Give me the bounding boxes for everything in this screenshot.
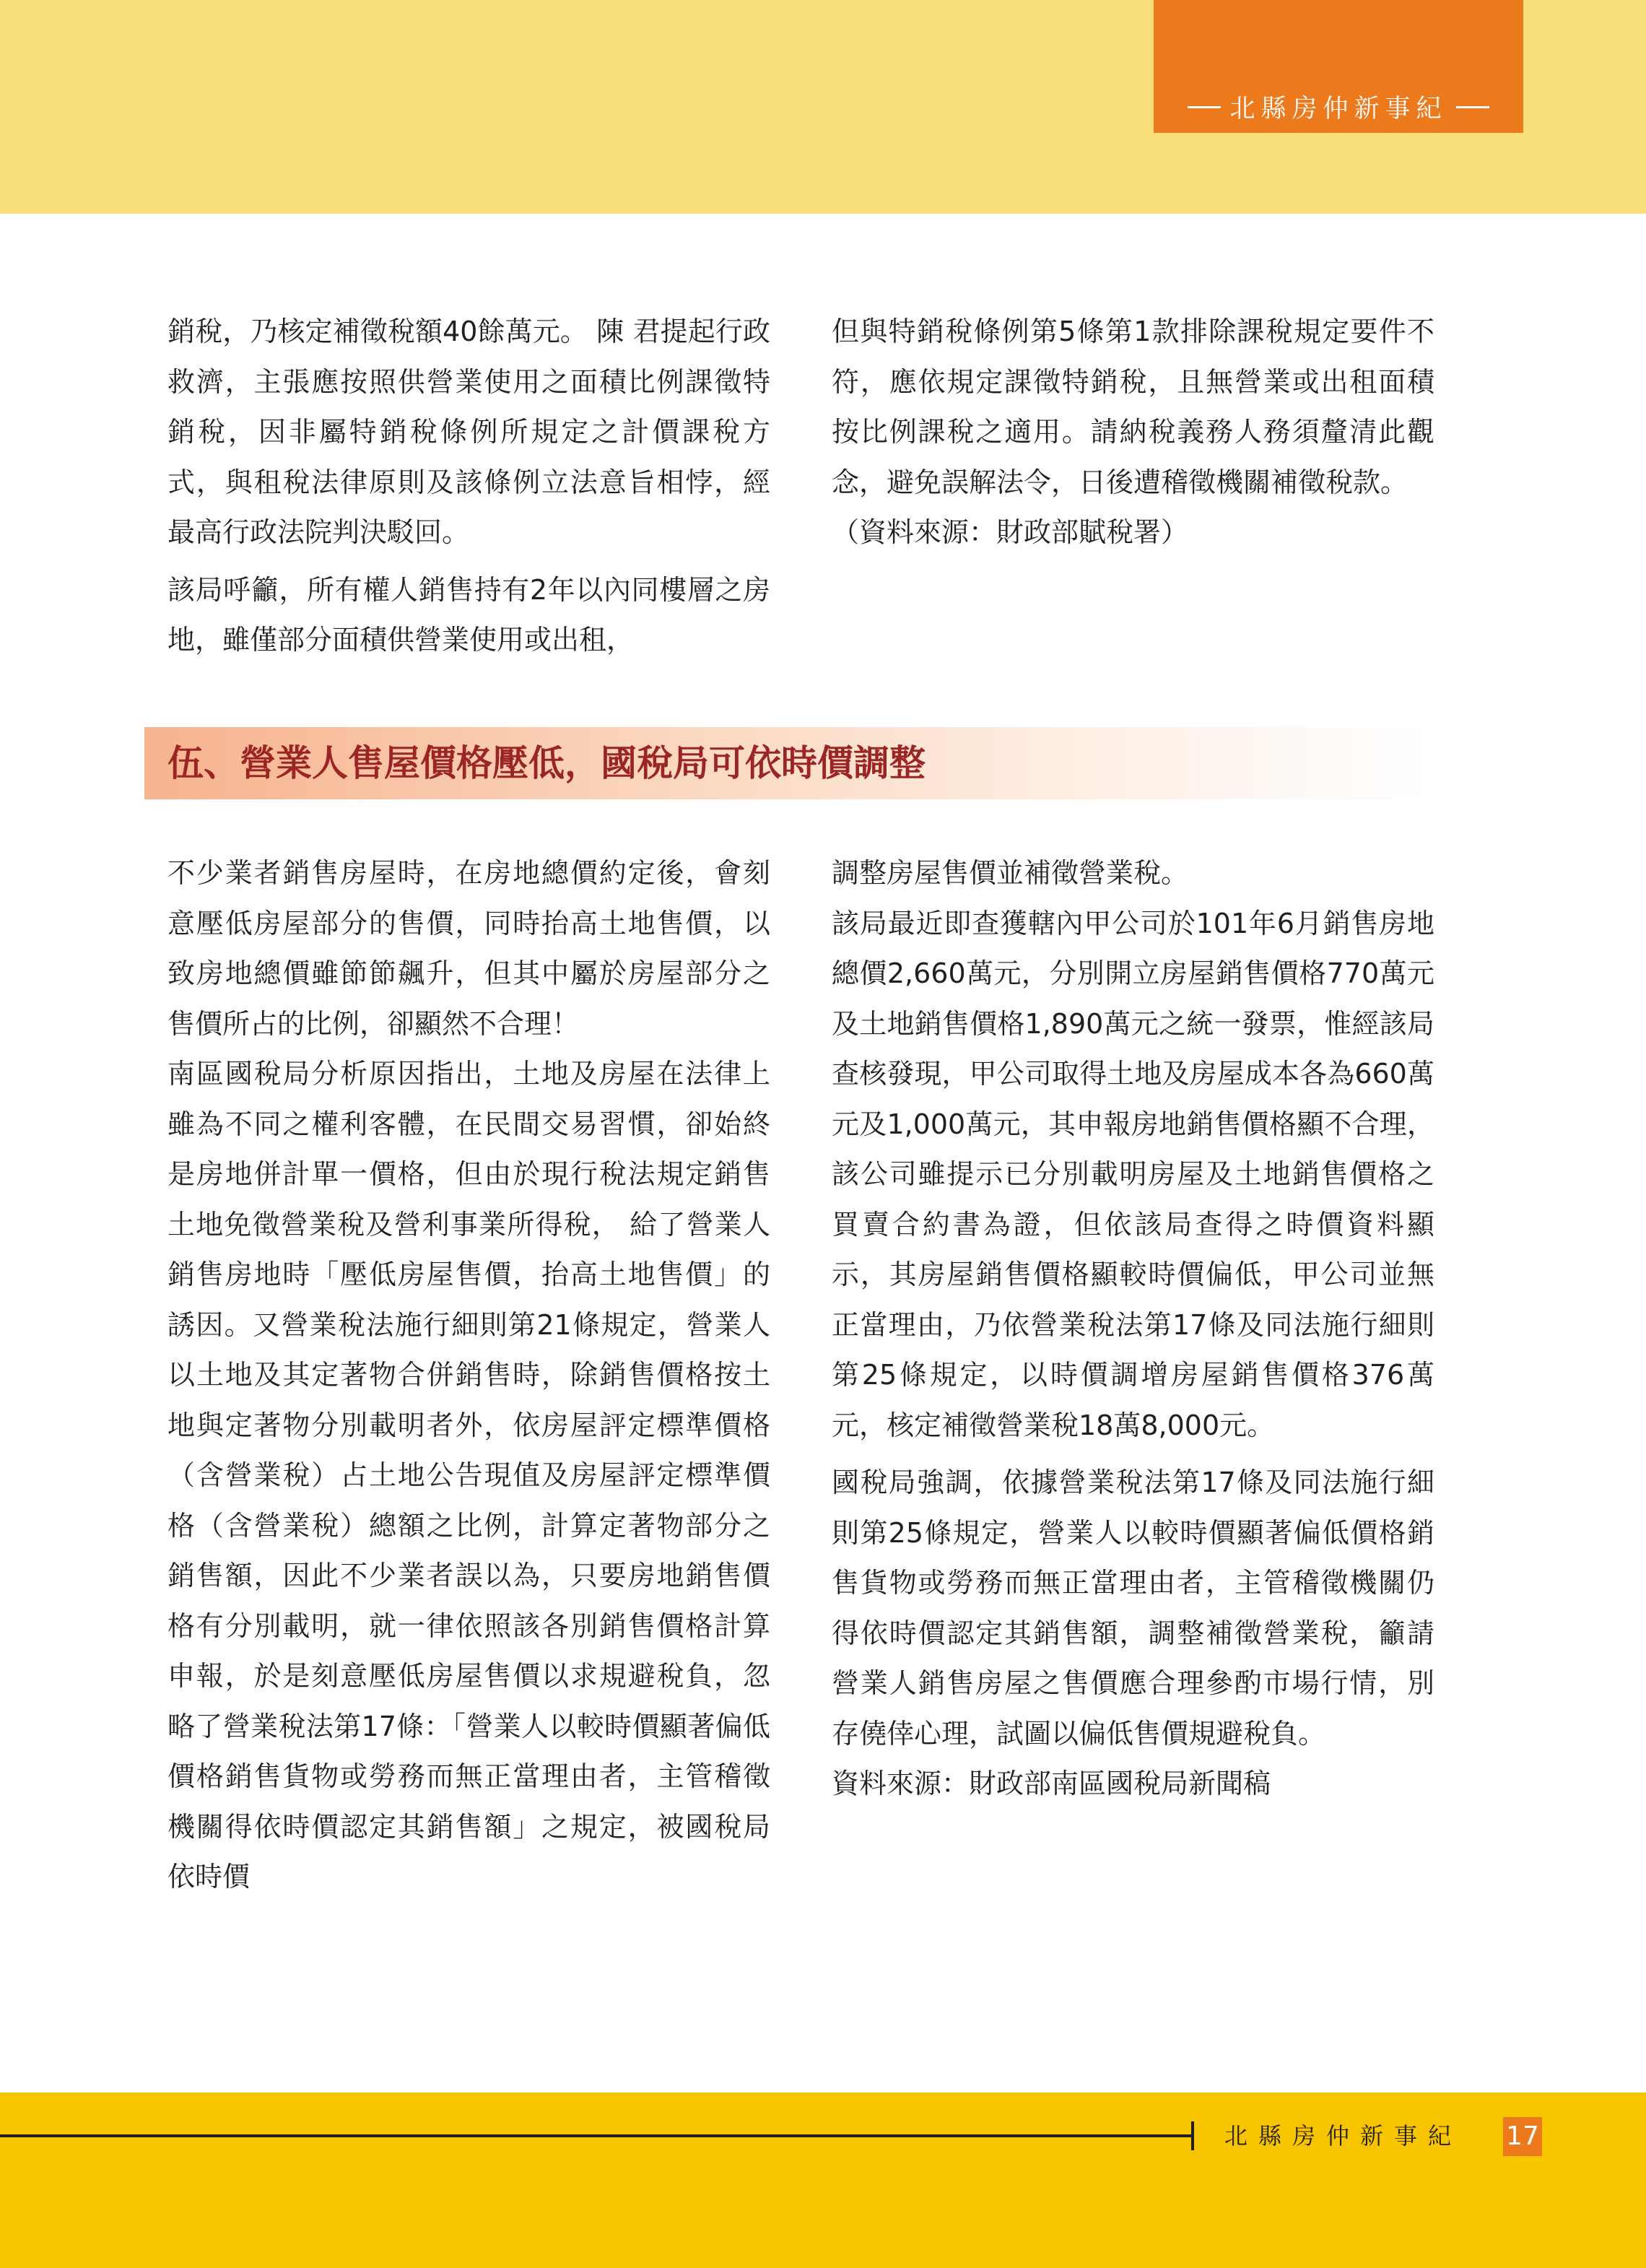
paragraph: 不少業者銷售房屋時，在房地總價約定後，會刻意壓低房屋部分的售價，同時抬高土地售價，以致房地總價雖節節飆升，但其中屬於房屋部分之售價所占的比例，卻顯然不合理！ xyxy=(167,857,770,1040)
source-note: （資料來源：財政部賦稅署） xyxy=(832,516,1189,548)
section-left-column xyxy=(167,848,770,1903)
footer-rule-tick xyxy=(1191,2121,1194,2150)
paragraph: 但與特銷稅條例第5條第1款排除課稅規定要件不符，應依規定課徵特銷稅，且無營業或出租面積按比例課稅之適用。請納稅義務人務須釐清此觀念，避免誤解法令，日後遭稽徵機關補徵稅款。 xyxy=(832,316,1434,498)
paragraph: 調整房屋售價並補徵營業稅。 xyxy=(832,857,1189,889)
footer-label: 北縣房仲新事紀 xyxy=(1224,2122,1463,2150)
paragraph: 該局呼籲，所有權人銷售持有2年以內同樓層之房地，雖僅部分面積供營業使用或出租， xyxy=(167,573,770,656)
paragraph: 該局最近即查獲轄內甲公司於101年6月銷售房地總價2,660萬元，分別開立房屋銷售價格770萬元及土地銷售價格1,890萬元之統一發票，惟經該局查核發現，甲公司取得土地及房屋成本各為660萬元及1,000萬元，其申報房地銷售價格顯不合理，該公司雖提示已分別載明房屋及土地銷售價格之買賣合約書為證，但依該局查得之時價資料顯示，其房屋銷售價格顯較時價偏低，甲公司並無正當理由，乃依營業稅法第17條及同法施行細則第25條規定，以時價調增房屋銷售價格376萬元，核定補徵營業稅18萬8,000元。 xyxy=(832,907,1434,1441)
header-tab-text: 北縣房仲新事紀 xyxy=(1229,95,1447,123)
header-dash-left xyxy=(1188,106,1221,108)
header-tab-label xyxy=(1154,81,1523,133)
top-right-column xyxy=(832,307,1434,558)
top-left-column xyxy=(167,307,770,666)
section-title: 伍、營業人售屋價格壓低，國稅局可依時價調整 xyxy=(167,742,926,784)
header-dash-right xyxy=(1456,106,1489,108)
source-note: 資料來源：財政部南區國稅局新聞稿 xyxy=(832,1768,1271,1799)
page-number: 17 xyxy=(1503,2117,1542,2156)
paragraph: 南區國稅局分析原因指出，土地及房屋在法律上雖為不同之權利客體，在民間交易習慣，卻始終是房地併計單一價格，但由於現行稅法規定銷售土地免徵營業稅及營利事業所得稅， 給了營業人銷售房地時「壓低房屋售價，抬高土地售價」的誘因。又營業稅法施行細則第21條規定，營業人以土地及其定著物合併銷售時，除銷售價格按土地與定著物分別載明者外，依房屋評定標準價格（含營業稅）占土地公告現值及房屋評定標準價格（含營業稅）總額之比例，計算定著物部分之銷售額，因此不少業者誤以為，只要房地銷售價格有分別載明，就一律依照該各別銷售價格計算申報，於是刻意壓低房屋售價以求規避稅負，忽略了營業稅法第17條：「營業人以較時價顯著偏低價格銷售貨物或勞務而無正當理由者，主管稽徵機關得依時價認定其銷售額」之規定，被國稅局依時價 xyxy=(167,1058,770,1893)
footer-rule xyxy=(0,2134,1191,2137)
paragraph: 國稅局強調，依據營業稅法第17條及同法施行細則第25條規定，營業人以較時價顯著偏低價格銷售貨物或勞務而無正當理由者，主管稽徵機關仍得依時價認定其銷售額，調整補徵營業稅，籲請營業人銷售房屋之售價應合理參酌市場行情，別存僥倖心理，試圖以偏低售價規避稅負。 xyxy=(832,1467,1434,1750)
paragraph: 銷稅，乃核定補徵稅額40餘萬元。 陳 君提起行政救濟，主張應按照供營業使用之面積比例課徵特銷稅，因非屬特銷稅條例所規定之計價課稅方式，與租稅法律原則及該條例立法意旨相悖，經最高行政法院判決駁回。 xyxy=(167,316,770,548)
section-right-column xyxy=(832,848,1434,1809)
